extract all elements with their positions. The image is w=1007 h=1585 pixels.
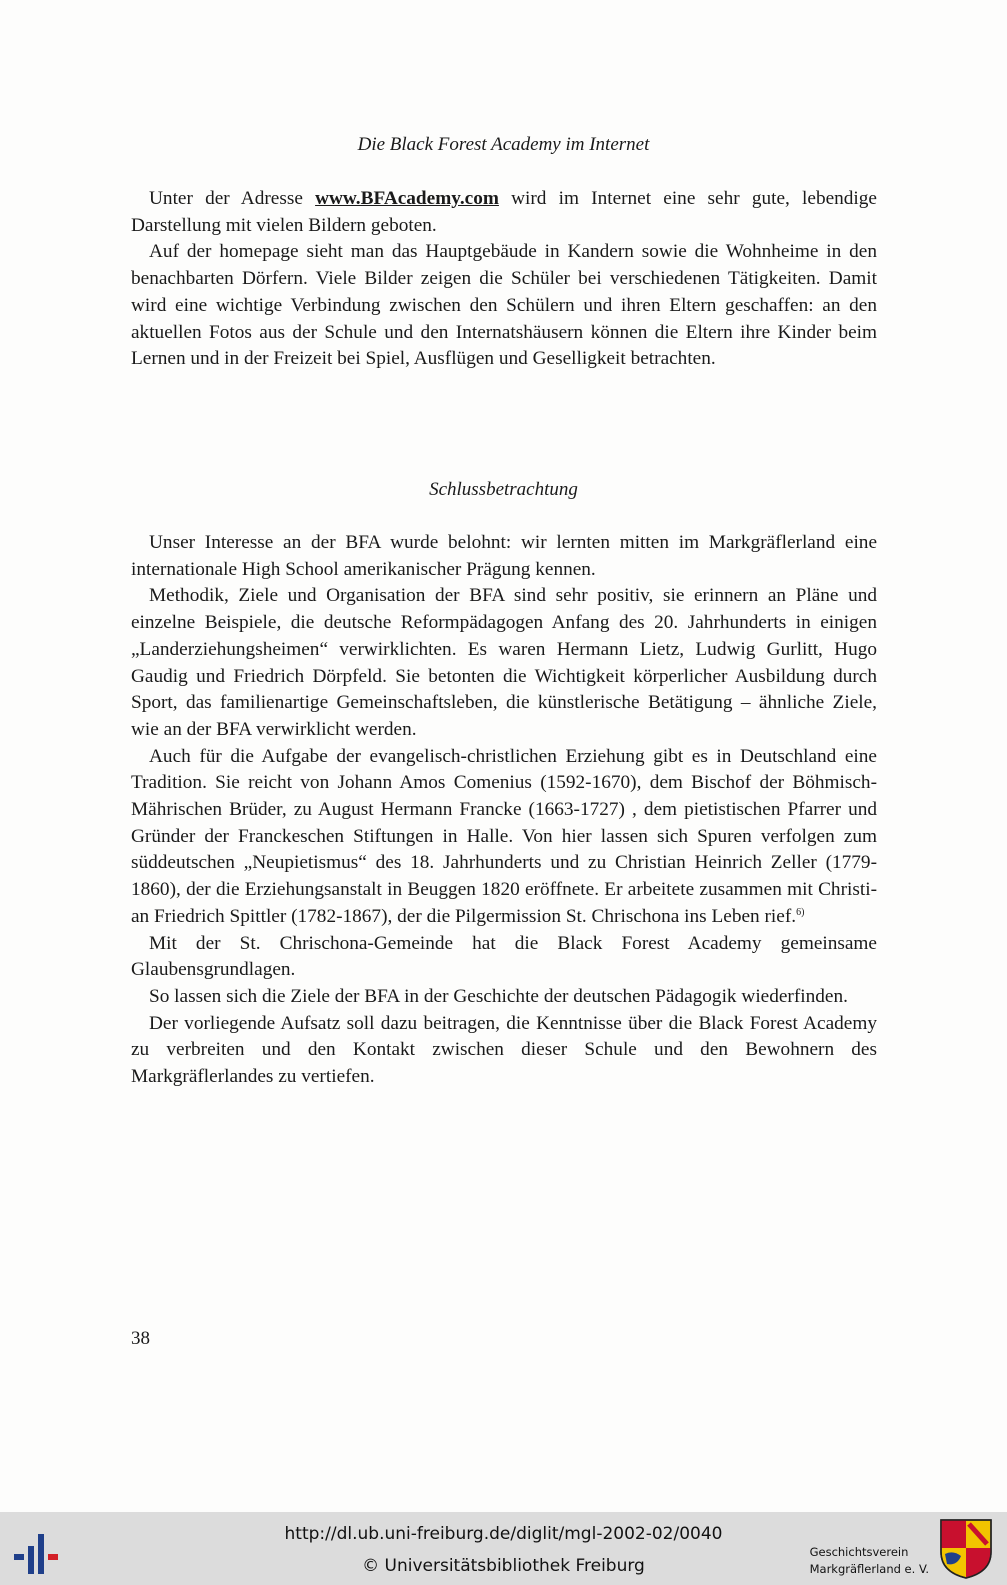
footer-copyright: © Universitätsbibliothek Freiburg bbox=[362, 1556, 645, 1576]
footnote-marker: 6) bbox=[796, 906, 805, 918]
footer-bar bbox=[0, 1512, 1007, 1585]
paragraph: Auch für die Aufgabe der evangelisch-christlichen Erziehung gibt es in Deutschland eine Tradition. Sie reicht von Johann Amos Comenius (1592-1670), dem Bischof der Böhmisch-Mährischen Brüder, zu August Hermann Francke (1663-1727) , dem pietistischen Pfarrer und Gründer der Franckeschen Stiftungen in Halle. Von hier lassen sich Spuren verfolgen zum süddeutschen „Neupietismus“ des 18. Jahrhunderts und zu Christian Heinrich Zeller (1779-1860), der die Erziehungsanstalt in Beuggen 1820 eröffnete. Er arbeitete zusammen mit Christian Friedrich Spittler (1782-1867), der die Pilgermission St. Chrischona ins Leben rief.$^{6)}$ bbox=[131, 745, 877, 927]
paragraph: Mit der St. Chrischona-Gemeinde hat die Black Forest Academy gemeinsame Glaubensgrundlagen. bbox=[131, 932, 877, 981]
section-body-internet bbox=[131, 186, 877, 373]
paragraph: Methodik, Ziele und Organisation der BFA sind sehr positiv, sie erinnern an Pläne und einzelne Beispiele, die deutsche Reformpädagogen Anfang des 20. Jahrhunderts in einigen „Landerziehungsheimen“ verwirklichten. Es waren Hermann Lietz, Ludwig Gurlitt, Hugo Gaudig und Friedrich Dörpfeld. Sie betonten die Wichtigkeit körperlicher Ausbildung durch Sport, das familienartige Gemeinschaftsleben, die künstlerische Betätigung – ähnliche Ziele, wie an der BFA verwirklicht werden. bbox=[131, 585, 877, 740]
paragraph: So lassen sich die Ziele der BFA in der Geschichte der deutschen Pädagogik wiederfinden. bbox=[149, 985, 848, 1007]
footer-url-link[interactable]: http://dl.ub.uni-freiburg.de/diglit/mgl-2002-02/0040 bbox=[284, 1524, 723, 1544]
website-link[interactable]: www.BFAcademy.com bbox=[315, 188, 499, 209]
page-number: 38 bbox=[131, 1328, 150, 1349]
paragraph: Unser Interesse an der BFA wurde belohnt: wir lernten mitten im Markgräflerland eine internationale High School amerikanischer Prägung kennen. bbox=[131, 532, 877, 580]
society-name: Geschichtsverein Markgräflerland e. V. bbox=[809, 1545, 929, 1576]
section-heading-conclusion: Schlussbetrachtung bbox=[429, 479, 578, 500]
paragraph: Der vorliegende Aufsatz soll dazu beitragen, die Kenntnisse über die Black Forest Academy zu verbreiten und den Kontakt zwischen dieser Schule und den Bewohnern des Markgräflerlandes zu vertiefen. bbox=[131, 1012, 877, 1088]
paragraph: Auf der homepage sieht man das Hauptgebäude in Kandern sowie die Wohnheime in den benachbarten Dörfern. Viele Bilder zeigen die Schüler bei verschiedenen Tätigkeiten. Damit wird eine wichtige Verbindung zwischen den Schülern und ihren Eltern geschaffen: an den aktuellen Fotos aus der Schule und den Internatshäusern können die Eltern ihre Kinder beim Lernen und in der Freizeit bei Spiel, Ausflügen und Geselligkeit betrachten. bbox=[131, 241, 877, 370]
coat-of-arms-icon bbox=[939, 1518, 993, 1580]
paragraph: Unter der Adresse www.BFAcademy.com wird im Internet eine sehr gute, lebendige Darstellung mit vielen Bildern geboten. bbox=[131, 188, 877, 236]
section-heading-internet: Die Black Forest Academy im Internet bbox=[357, 134, 650, 155]
section-body-conclusion bbox=[131, 530, 877, 1091]
